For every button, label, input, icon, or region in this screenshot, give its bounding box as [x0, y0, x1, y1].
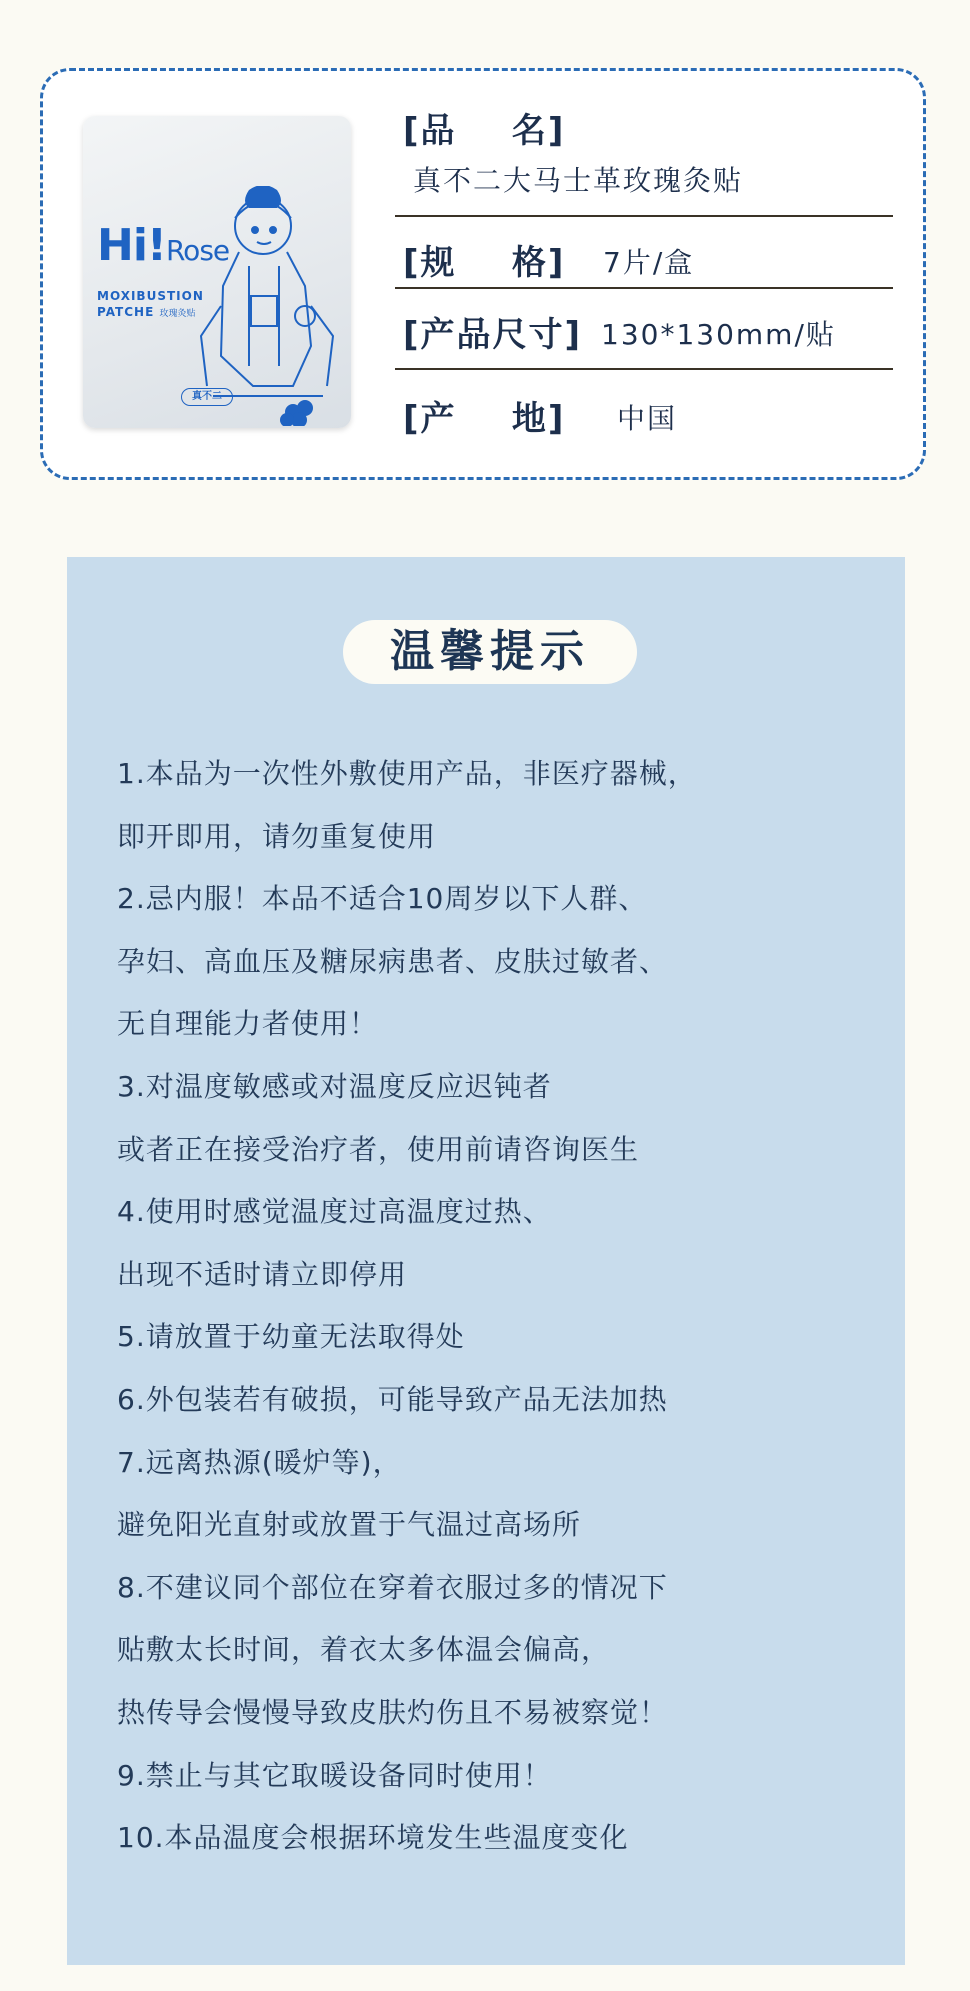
spec-value: 中国 — [617, 402, 678, 435]
tip-line: 贴敷太长时间，着衣太多体温会偏高， — [117, 1633, 611, 1667]
tip-line: 2.忌内服！本品不适合10周岁以下人群、 — [117, 882, 648, 916]
spec-label: [规 格] — [403, 243, 566, 283]
tip-line: 或者正在接受治疗者，使用前请咨询医生 — [117, 1132, 640, 1166]
tip-line: 出现不适时请立即停用 — [117, 1257, 408, 1291]
package-subtitle: MOXIBUSTION PATCHE 玫瑰灸贴 — [97, 289, 204, 319]
product-package-image — [83, 116, 351, 428]
spec-value: 真不二大马士革玫瑰灸贴 — [413, 164, 744, 197]
spec-value: 130*130mm/贴 — [601, 318, 836, 351]
tip-line: 1.本品为一次性外敷使用产品，非医疗器械， — [117, 757, 697, 790]
tip-line: 无自理能力者使用！ — [117, 1007, 379, 1041]
spec-value: 7片/盒 — [603, 246, 695, 279]
tip-line: 9.禁止与其它取暖设备同时使用！ — [117, 1758, 552, 1792]
tip-line: 4.使用时感觉温度过高温度过热、 — [117, 1195, 552, 1229]
tip-line: 3.对温度敏感或对温度反应迟钝者 — [117, 1070, 552, 1103]
tip-line: 避免阳光直射或放置于气温过高场所 — [117, 1508, 582, 1542]
package-brand-logo: Hi!Rose — [97, 220, 230, 271]
tips-title: 温馨提示 — [343, 620, 637, 684]
tip-line: 即开即用，请勿重复使用 — [117, 819, 437, 853]
tip-line: 5.请放置于幼童无法取得处 — [117, 1320, 465, 1354]
spec-divider — [395, 368, 893, 370]
tip-line: 孕妇、高血压及糖尿病患者、皮肤过敏者、 — [117, 944, 669, 978]
spec-label: [产品尺寸] — [403, 315, 583, 355]
product-spec-card — [40, 68, 926, 480]
tip-line: 7.远离热源(暖炉等)， — [117, 1445, 402, 1479]
tip-line: 8.不建议同个部位在穿着衣服过多的情况下 — [117, 1570, 668, 1604]
tip-line: 热传导会慢慢导致皮肤灼伤且不易被察觉！ — [117, 1696, 669, 1729]
spec-divider — [395, 287, 893, 289]
spec-label: [品 名] — [403, 111, 566, 151]
spec-divider — [395, 215, 893, 217]
tip-line: 10.本品温度会根据环境发生些温度变化 — [117, 1821, 629, 1855]
tip-line: 6.外包装若有破损，可能导致产品无法加热 — [117, 1383, 668, 1416]
tips-panel — [67, 557, 905, 1965]
spec-label: [产 地] — [403, 399, 566, 439]
package-brand-badge: 真不二 — [181, 388, 233, 406]
